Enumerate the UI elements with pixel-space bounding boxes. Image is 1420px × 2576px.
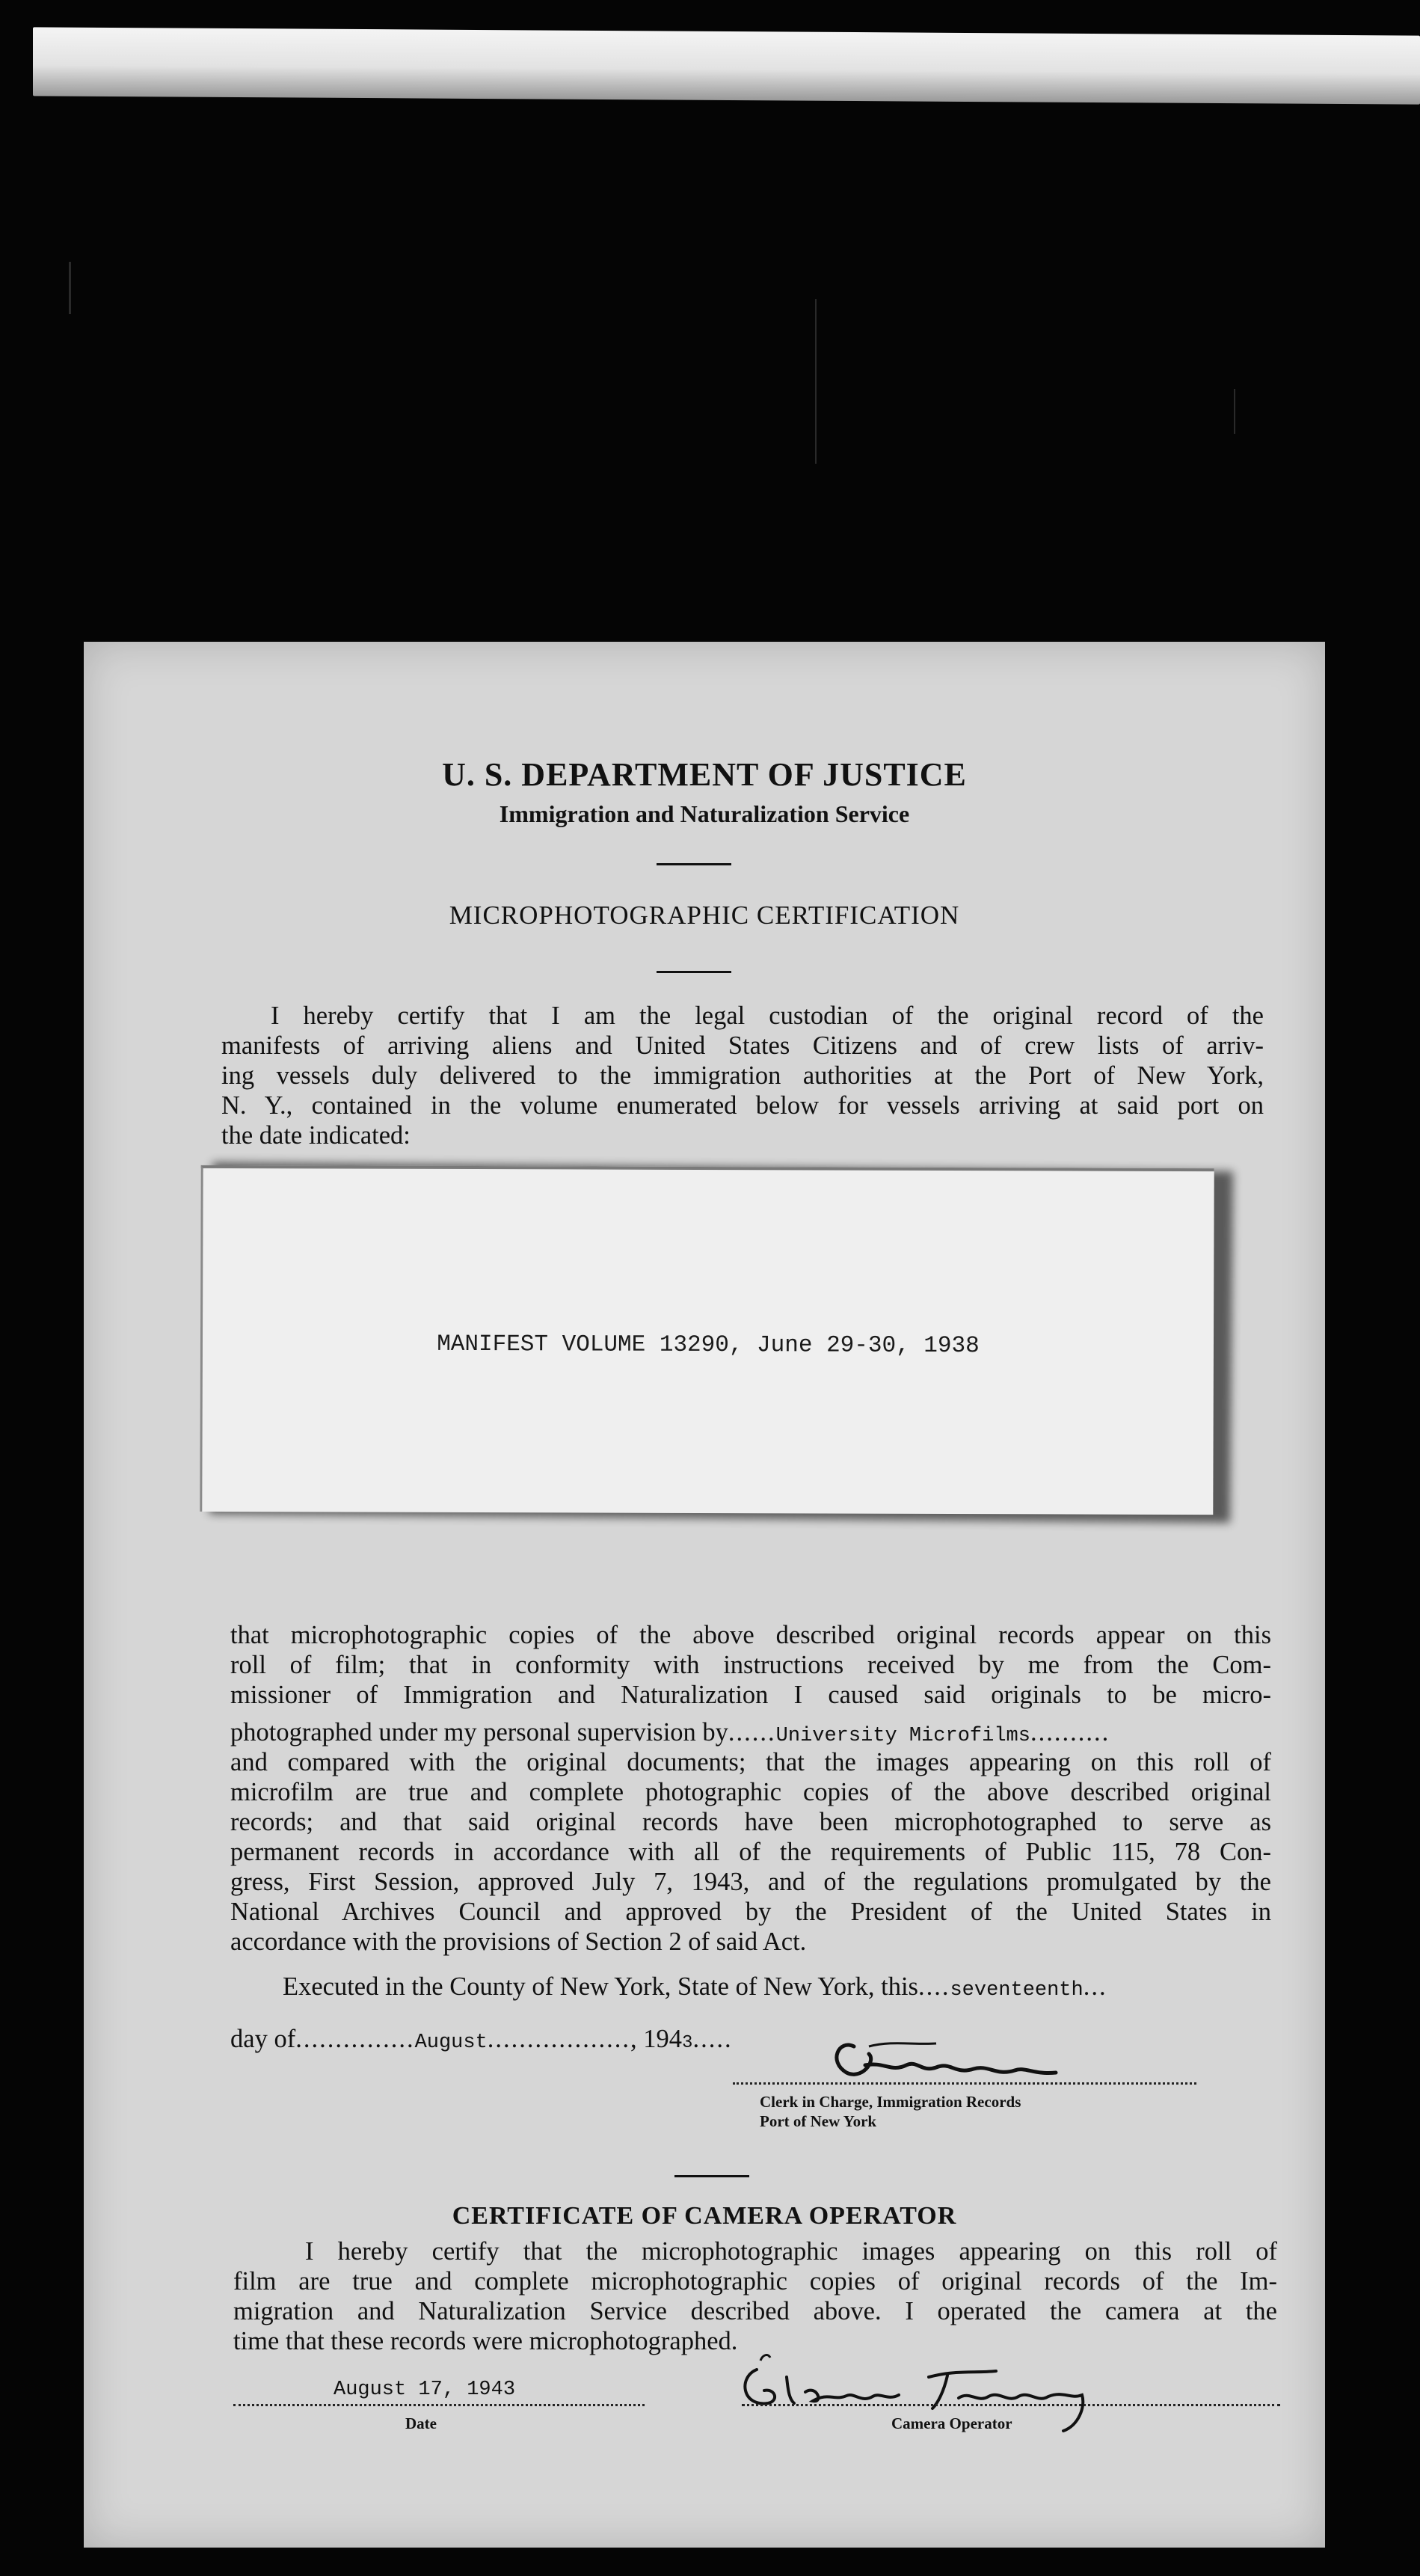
divider xyxy=(657,971,731,973)
intro-line: manifests of arriving aliens and United States Citizens and of crew lists of arriv- xyxy=(221,1031,1264,1060)
dot-leader: .................. xyxy=(487,2025,631,2053)
date-label: Date xyxy=(405,2414,437,2432)
service-subheading: Immigration and Naturalization Service xyxy=(499,800,910,827)
certification-title: MICROPHOTOGRAPHIC CERTIFICATION xyxy=(449,901,960,930)
executed-prefix: Executed in the County of New York, State of New York, this xyxy=(283,1972,918,2001)
year-prefix: , 194 xyxy=(630,2025,683,2053)
film-scratch xyxy=(1234,389,1235,434)
dot-leader: ............... xyxy=(295,2025,415,2053)
intro-line: ing vessels duly delivered to the immigration authorities at the Port of New York, xyxy=(221,1061,1264,1090)
certificate-sheet xyxy=(84,642,1325,2548)
body-line: and compared with the original documents; that the images appearing on this roll of xyxy=(230,1748,1271,1776)
manifest-volume-text: MANIFEST VOLUME 13290, June 29-30, 1938 xyxy=(437,1331,980,1360)
day-of-line xyxy=(230,2024,733,2058)
divider xyxy=(674,2175,749,2177)
body-line: microfilm are true and complete photographic copies of the above described original xyxy=(230,1778,1271,1806)
body-line: National Archives Council and approved by the President of the United States in xyxy=(230,1898,1271,1926)
camera-line: film are true and complete microphotographic copies of original records of the Im- xyxy=(233,2267,1277,2296)
dot-leader: ... xyxy=(1083,1972,1107,2001)
intro-line: N. Y., contained in the volume enumerated below for vessels arriving at said port on xyxy=(221,1091,1264,1120)
body-line: records; and that said original records have been microphotographed to serve as xyxy=(230,1808,1271,1836)
supervision-value: University Microfilms xyxy=(775,1725,1030,1747)
agency-heading: U. S. DEPARTMENT OF JUSTICE xyxy=(442,756,967,793)
body-line: roll of film; that in conformity with instructions received by me from the Com- xyxy=(230,1651,1271,1679)
body-line: gress, First Session, approved July 7, 1943, and of the regulations promulgated by the xyxy=(230,1868,1271,1896)
body-line: that microphotographic copies of the above described original records appear on this xyxy=(230,1621,1271,1649)
divider xyxy=(657,863,731,865)
year-suffix: 3 xyxy=(682,2033,693,2053)
month-value: August xyxy=(414,2031,488,2054)
dot-leader: ..... xyxy=(692,2025,733,2053)
camera-operator-signature-line xyxy=(742,2404,1280,2406)
clerk-signature-line xyxy=(733,2082,1196,2085)
camera-line: I hereby certify that the microphotographic images appearing on this roll of xyxy=(305,2237,1277,2266)
date-value: August 17, 1943 xyxy=(334,2379,516,2401)
body-line: missioner of Immigration and Naturalization I caused said originals to be micro- xyxy=(230,1681,1271,1709)
camera-line: migration and Naturalization Service described above. I operated the camera at the xyxy=(233,2297,1277,2325)
supervision-line xyxy=(230,1717,1271,1751)
dot-leader: .......... xyxy=(1030,1718,1110,1747)
clerk-port: Port of New York xyxy=(760,2112,877,2130)
clerk-title: Clerk in Charge, Immigration Records xyxy=(760,2093,1021,2111)
dot-leader: ...... xyxy=(728,1718,776,1747)
supervision-prefix: photographed under my personal supervision by xyxy=(230,1718,728,1747)
executed-day: seventeenth xyxy=(950,1979,1084,2002)
body-line: accordance with the provisions of Section 2 of said Act. xyxy=(230,1928,807,1956)
camera-operator-label: Camera Operator xyxy=(891,2414,1012,2432)
intro-line: the date indicated: xyxy=(221,1121,411,1150)
camera-line: time that these records were microphotographed. xyxy=(233,2327,738,2355)
camera-operator-title: CERTIFICATE OF CAMERA OPERATOR xyxy=(452,2202,957,2230)
intro-line: I hereby certify that I am the legal custodian of the original record of the xyxy=(271,1002,1264,1030)
film-scratch xyxy=(815,299,817,464)
film-scratch xyxy=(69,262,71,314)
dot-leader: .... xyxy=(918,1972,950,2001)
day-of-label: day of xyxy=(230,2025,296,2053)
executed-line xyxy=(283,1972,1274,2005)
manifest-slip xyxy=(200,1165,1214,1515)
body-line: permanent records in accordance with all of the requirements of Public 115, 78 Con- xyxy=(230,1838,1271,1866)
film-strip-edge xyxy=(33,27,1420,104)
date-line xyxy=(233,2404,645,2406)
